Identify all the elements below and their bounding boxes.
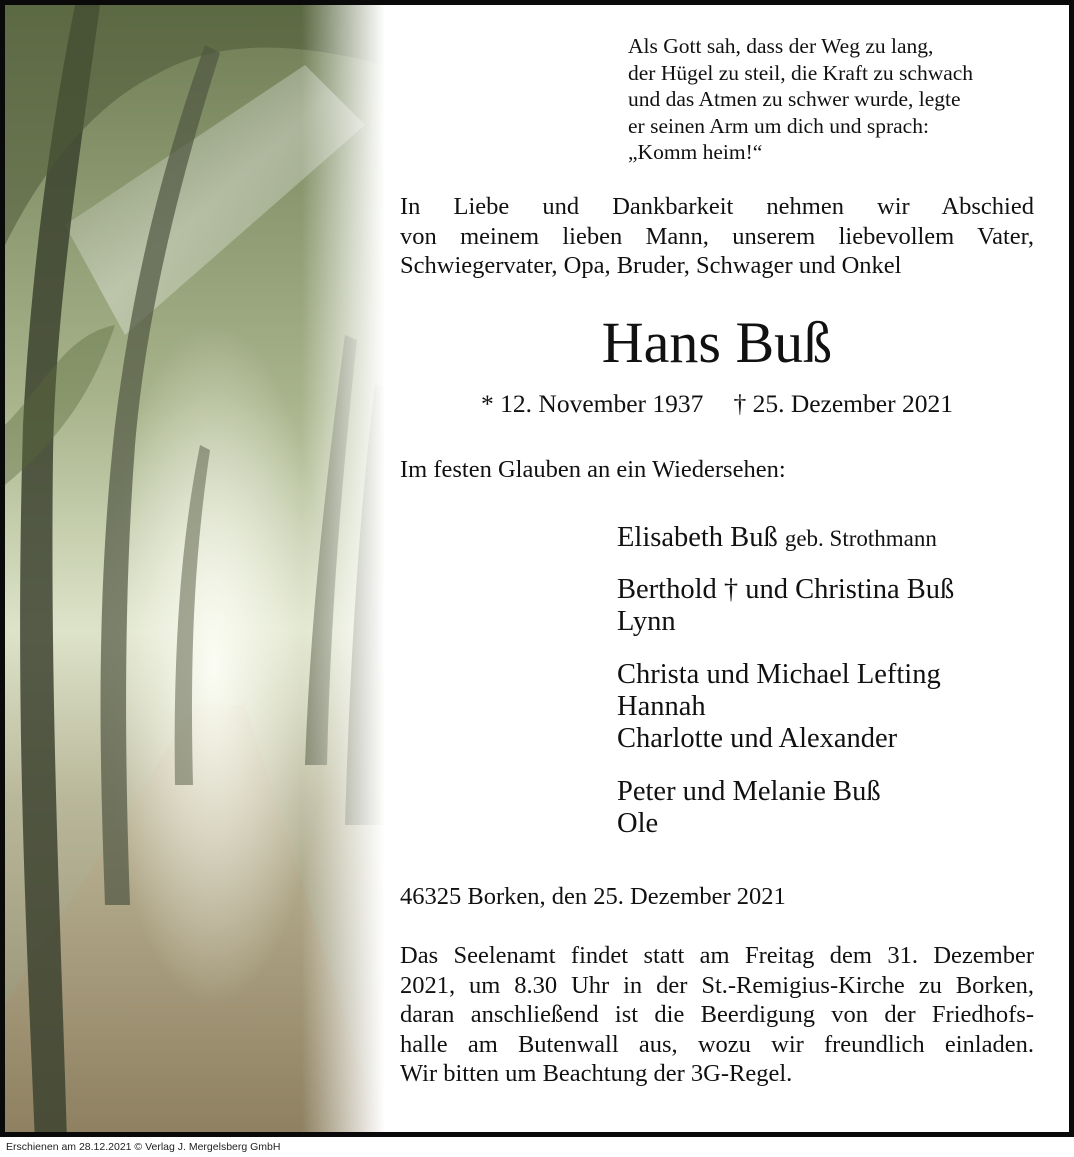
birth-date: * 12. November 1937 [481,389,704,418]
poem [628,33,973,166]
poem-line: der Hügel zu steil, die Kraft zu schwach [628,60,974,85]
widow-name: Elisabeth Buß [617,522,778,553]
service-line: 2021, um 8.30 Uhr in der St.-Remigius-Kirche zu Borken, [400,971,1034,999]
intro-line: von meinem lieben Mann, unserem liebevollem Vater, [400,222,1034,250]
service-paragraph [400,941,1034,1089]
poem-line: und das Atmen zu schwer wurde, legte [628,87,961,111]
family-line: Charlotte und Alexander [617,723,898,754]
birth-name: geb. Strothmann [784,526,937,551]
family-line [617,522,937,555]
publication-footer: Erschienen am 28.12.2021 © Verlag J. Mergelsberg GmbH [6,1141,281,1153]
place-date: 46325 Borken, den 25. Dezember 2021 [400,883,786,910]
family-group [617,574,954,638]
service-line: Wir bitten um Beachtung der 3G-Regel. [400,1060,793,1087]
family-line: Christa und Michael Lefting [617,659,941,690]
intro-line: In Liebe und Dankbarkeit nehmen wir Abschied [400,193,1034,220]
service-line: daran anschließend ist die Beerdigung von der Friedhofs- [400,1001,1034,1028]
family-line: Hannah [617,691,706,722]
poem-line: er seinen Arm um dich und sprach: [628,113,929,138]
family-line: Lynn [617,606,676,637]
family-line: Peter und Melanie Buß [617,776,881,807]
family-group [617,659,941,755]
death-date: † 25. Dezember 2021 [733,389,953,418]
service-line: halle am Butenwall aus, wozu wir freundlich einladen. [400,1030,1034,1058]
tree-avenue-photo [5,5,385,1137]
family-line: Ole [617,808,659,839]
life-dates [400,389,1034,419]
family-group [617,776,881,840]
poem-line: Als Gott sah, dass der Weg zu lang, [628,34,934,58]
service-line: Das Seelenamt findet statt am Freitag dem 31. Dezember [400,942,1034,969]
intro-paragraph [400,192,1034,281]
deceased-name: Hans Buß [601,310,833,375]
family-group [617,522,937,555]
intro-line: Schwiegervater, Opa, Bruder, Schwager und Onkel [400,252,902,279]
faith-line: Im festen Glauben an ein Wiedersehen: [400,456,786,483]
poem-line: „Komm heim!“ [628,140,763,164]
family-line: Berthold † und Christina Buß [617,574,955,605]
